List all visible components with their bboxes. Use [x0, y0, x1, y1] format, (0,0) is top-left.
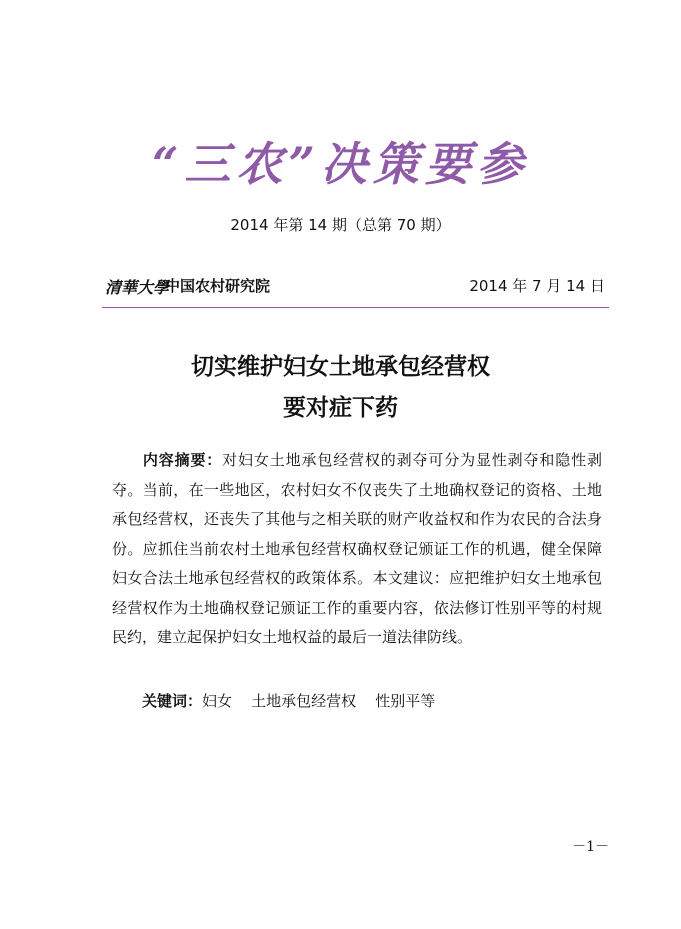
masthead-title: “三农”决策要参 [152, 137, 529, 191]
abstract-paragraph [112, 446, 602, 653]
abstract-text: 对妇女土地承包经营权的剥夺可分为显性剥夺和隐性剥夺。当前，在一些地区，农村妇女不仅丧失了土地确权登记的资格、土地承包经营权，还丧失了其他与之相关联的财产收益权和作为农民的合法身份。应抓住当前农村土地承包经营权确权登记颁证工作的机遇，健全保障妇女合法土地承包经营权的政策体系。本文建议：应把维护妇女土地承包经营权作为土地确权登记颁证工作的重要内容，依法修订性别平等的村规民约，建立起保护妇女土地权益的最后一道法律防线。 [112, 451, 602, 646]
keyword-item: 妇女 [202, 692, 233, 710]
publisher-row [105, 275, 605, 297]
article-title-line-1: 切实维护妇女土地承包经营权 [191, 353, 490, 380]
article-title-line-2: 要对症下药 [283, 394, 398, 421]
keyword-item: 性别平等 [375, 692, 436, 710]
publication-date: 2014 年 7 月 14 日 [469, 277, 605, 295]
university-logo-text: 清華大學 [105, 278, 170, 297]
institute-name: 中国农村研究院 [165, 277, 271, 295]
keyword-item: 土地承包经营权 [251, 692, 357, 710]
page-number: －1－ [572, 839, 609, 855]
header-divider [102, 307, 609, 308]
issue-number: 2014 年第 14 期（总第 70 期） [230, 216, 451, 234]
keywords-label: 关键词： [142, 692, 203, 710]
abstract-label: 内容摘要： [142, 451, 223, 469]
keywords-line [142, 690, 435, 711]
